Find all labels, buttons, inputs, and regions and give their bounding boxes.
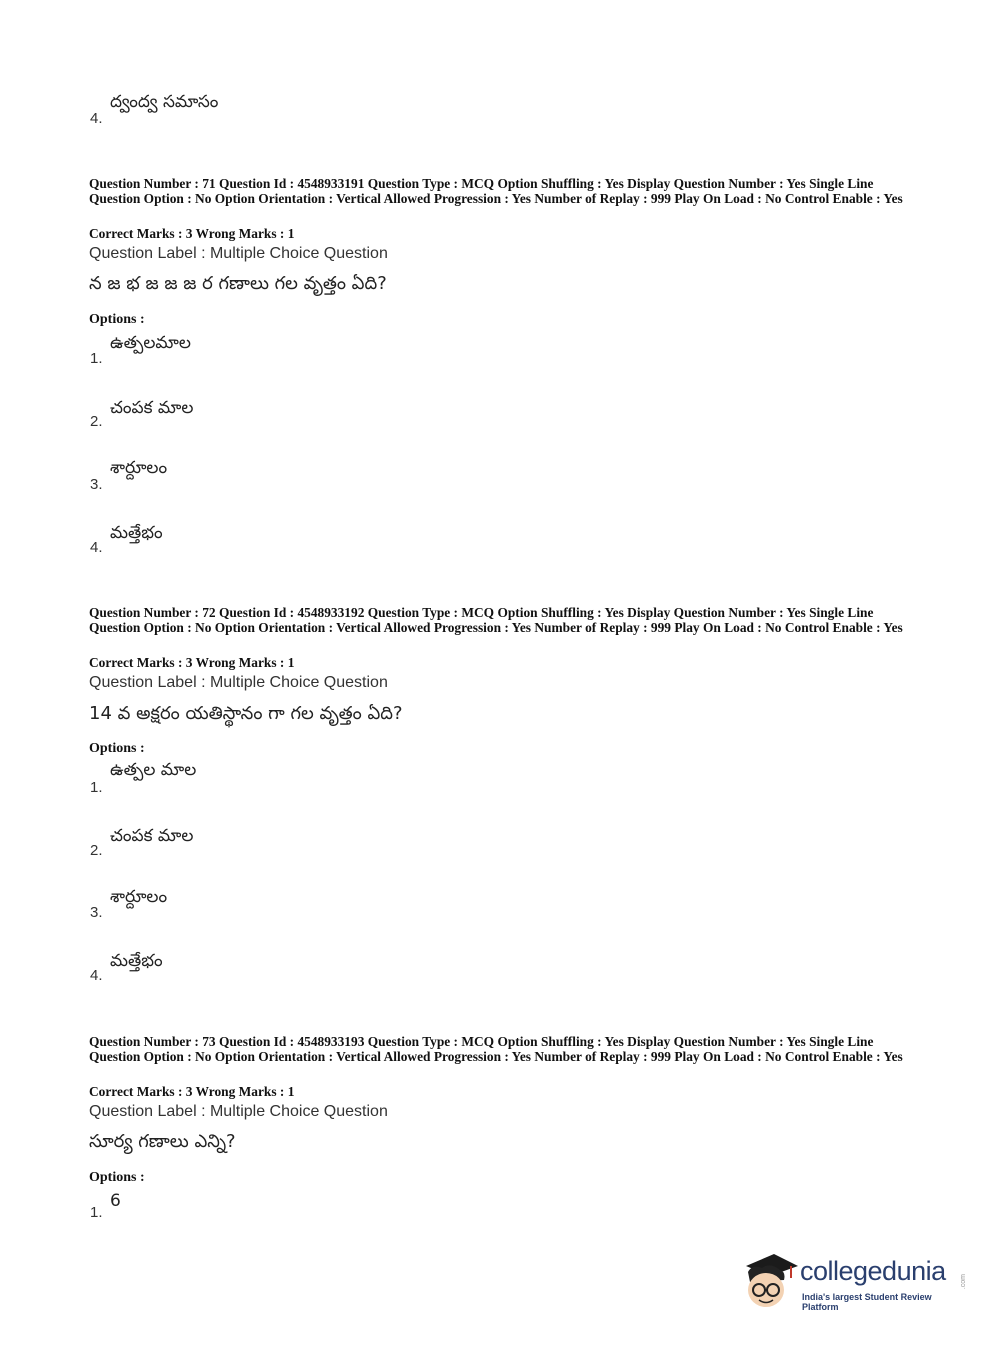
option-number: 3. bbox=[90, 904, 103, 921]
option-number: 1. bbox=[90, 350, 103, 367]
question-marks: Correct Marks : 3 Wrong Marks : 1 bbox=[89, 226, 295, 241]
option-number: 4. bbox=[90, 967, 103, 984]
logo-suffix: .com bbox=[960, 1274, 967, 1290]
question-label: Question Label : Multiple Choice Question bbox=[89, 674, 388, 691]
option-text: 6 bbox=[110, 1191, 121, 1211]
option-text: శార్దూలం bbox=[110, 458, 168, 478]
option-number: 3. bbox=[90, 476, 103, 493]
question-marks: Correct Marks : 3 Wrong Marks : 1 bbox=[89, 1084, 295, 1099]
question-text: 14 వ అక్షరం యతిస్థానం గా గల వృత్తం ఏది? bbox=[89, 703, 403, 724]
options-heading: Options : bbox=[89, 1170, 145, 1185]
option-text: ఉత్పల మాల bbox=[110, 760, 197, 780]
question-label: Question Label : Multiple Choice Question bbox=[89, 245, 388, 262]
option-text: చంపక మాల bbox=[110, 826, 194, 846]
option-text: ద్వంద్వ సమాసం bbox=[110, 92, 219, 112]
question-text: న జ భ జ జ జ ర గణాలు గల వృత్తం ఏది? bbox=[89, 273, 387, 294]
option-text: శార్దూలం bbox=[110, 887, 168, 907]
logo-tagline: India's largest Student Review Platform bbox=[802, 1292, 932, 1312]
question-text: సూర్య గణాలు ఎన్ని? bbox=[89, 1131, 236, 1152]
options-heading: Options : bbox=[89, 741, 145, 756]
option-text: చంపక మాల bbox=[110, 398, 194, 418]
options-heading: Options : bbox=[89, 312, 145, 327]
option-number: 1. bbox=[90, 1204, 103, 1221]
question-marks: Correct Marks : 3 Wrong Marks : 1 bbox=[89, 655, 295, 670]
option-number: 2. bbox=[90, 413, 103, 430]
mascot-icon bbox=[740, 1250, 800, 1312]
question-meta: Question Number : 73 Question Id : 4548933193 Question Type : MCQ Option Shuffling : Yes Display Question Number : Yes Single Line Question Option : No Option Orientation : Vertical Allowed Progression : Yes Number of Replay : 999 Play On Load : No Control Enable : Yes bbox=[89, 1034, 903, 1064]
collegedunia-logo bbox=[740, 1250, 970, 1314]
option-number: 4. bbox=[90, 539, 103, 556]
option-text: మత్తేభం bbox=[110, 523, 163, 543]
option-number: 2. bbox=[90, 842, 103, 859]
question-label: Question Label : Multiple Choice Question bbox=[89, 1103, 388, 1120]
option-number: 4. bbox=[90, 110, 103, 127]
question-meta: Question Number : 71 Question Id : 4548933191 Question Type : MCQ Option Shuffling : Yes Display Question Number : Yes Single Line Question Option : No Option Orientation : Vertical Allowed Progression : Yes Number of Replay : 999 Play On Load : No Control Enable : Yes bbox=[89, 176, 903, 206]
logo-wordmark: collegedunia bbox=[800, 1256, 946, 1286]
option-number: 1. bbox=[90, 779, 103, 796]
option-text: ఉత్పలమాల bbox=[110, 333, 191, 353]
option-text: మత్తేభం bbox=[110, 951, 163, 971]
question-meta: Question Number : 72 Question Id : 4548933192 Question Type : MCQ Option Shuffling : Yes Display Question Number : Yes Single Line Question Option : No Option Orientation : Vertical Allowed Progression : Yes Number of Replay : 999 Play On Load : No Control Enable : Yes bbox=[89, 605, 903, 635]
